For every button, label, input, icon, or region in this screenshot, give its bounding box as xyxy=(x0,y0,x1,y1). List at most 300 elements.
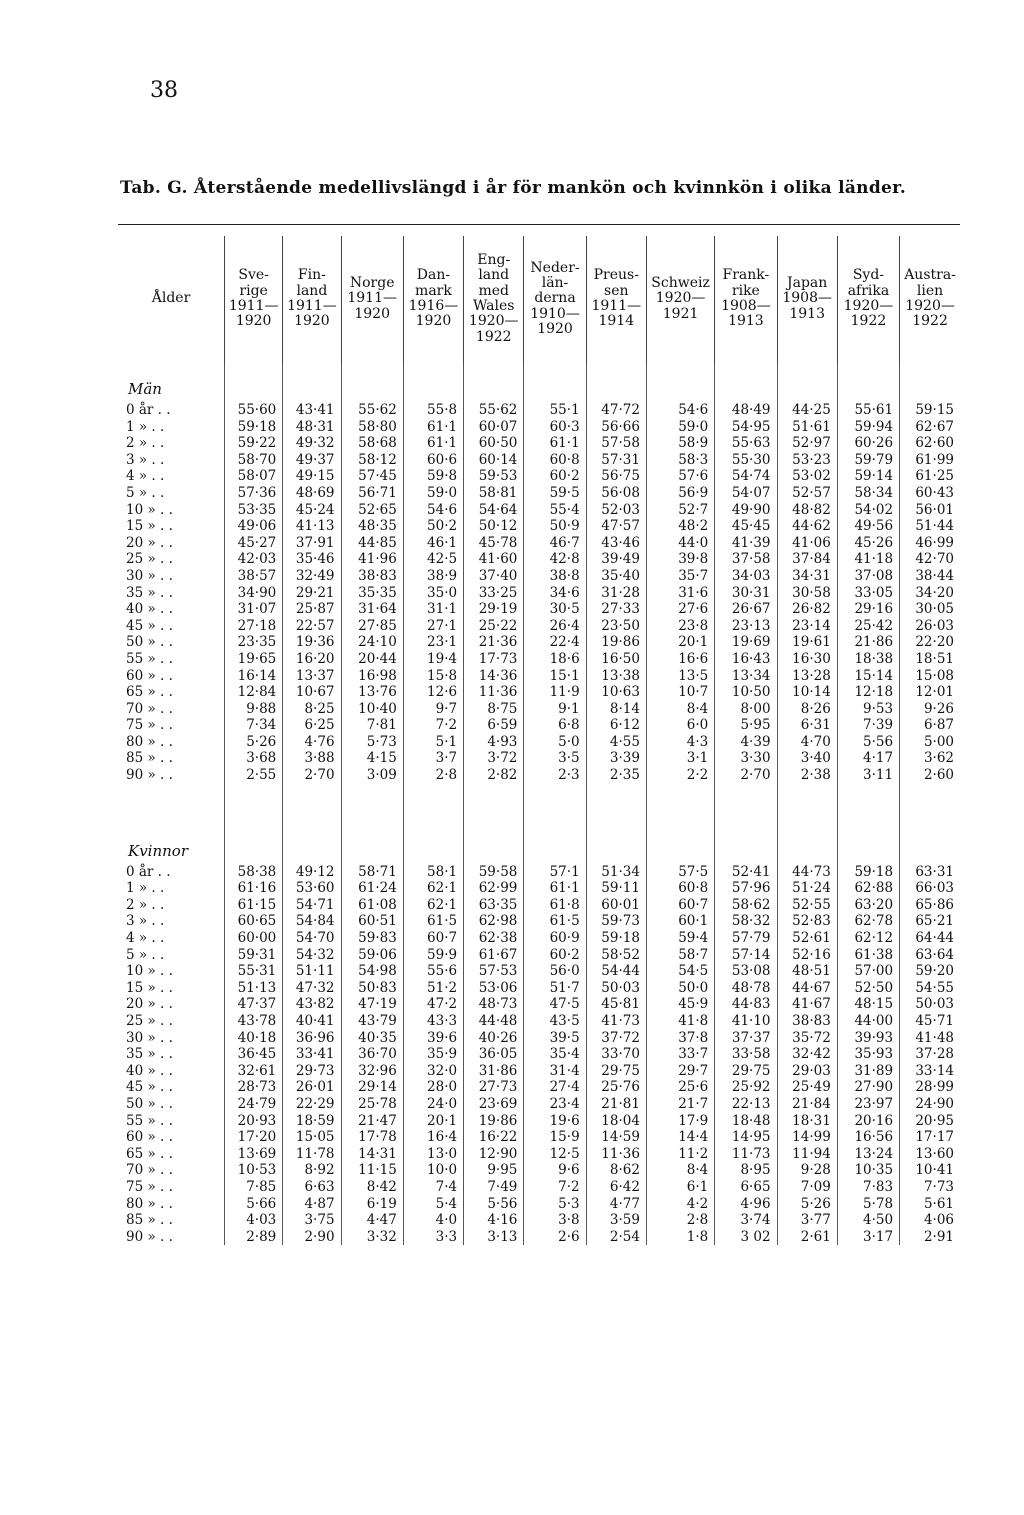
value-cell: 13·69 xyxy=(225,1146,283,1163)
value-cell: 4·17 xyxy=(837,750,899,767)
value-cell: 41·73 xyxy=(586,1013,646,1030)
value-cell: 58·34 xyxy=(837,485,899,502)
value-cell: 54·07 xyxy=(715,485,777,502)
value-cell: 17·17 xyxy=(900,1129,960,1146)
value-cell: 31·1 xyxy=(403,601,463,618)
empty-cell xyxy=(777,784,837,824)
value-cell: 27·6 xyxy=(646,601,714,618)
value-cell: 60·7 xyxy=(646,897,714,914)
value-cell: 9·95 xyxy=(464,1162,524,1179)
value-cell: 41·96 xyxy=(341,551,403,568)
header-line: 1908— xyxy=(782,290,832,307)
table-row xyxy=(118,734,960,751)
value-cell: 10·40 xyxy=(341,701,403,718)
value-cell: 4·47 xyxy=(341,1212,403,1229)
header-line: Norge xyxy=(349,274,395,291)
empty-cell xyxy=(341,784,403,824)
value-cell: 3·40 xyxy=(777,750,837,767)
value-cell: 27·90 xyxy=(837,1079,899,1096)
value-cell: 49·56 xyxy=(837,518,899,535)
value-cell: 47·19 xyxy=(341,996,403,1013)
value-cell: 6·42 xyxy=(586,1179,646,1196)
header-line: 1920 xyxy=(235,313,272,330)
value-cell: 16·20 xyxy=(283,651,341,668)
value-cell: 48·2 xyxy=(646,518,714,535)
value-cell: 21·86 xyxy=(837,634,899,651)
value-cell: 25·6 xyxy=(646,1079,714,1096)
value-cell: 49·32 xyxy=(283,435,341,452)
value-cell: 19·36 xyxy=(283,634,341,651)
header-country-5 xyxy=(464,236,524,362)
value-cell: 4·55 xyxy=(586,734,646,751)
value-cell: 1·8 xyxy=(646,1229,714,1246)
age-cell: 60 » . . xyxy=(126,1129,173,1146)
value-cell: 58·71 xyxy=(341,864,403,881)
value-cell: 48·82 xyxy=(777,502,837,519)
header-line: lien xyxy=(916,282,944,299)
value-cell: 20·1 xyxy=(403,1113,463,1130)
value-cell: 61·16 xyxy=(225,880,283,897)
value-cell: 58·70 xyxy=(225,452,283,469)
value-cell: 55·1 xyxy=(524,402,586,419)
header-country-4 xyxy=(403,236,463,362)
empty-cell xyxy=(777,362,837,402)
table-row xyxy=(118,452,960,469)
value-cell: 34·31 xyxy=(777,568,837,585)
value-cell: 48·73 xyxy=(464,996,524,1013)
value-cell: 5·1 xyxy=(403,734,463,751)
value-cell: 31·07 xyxy=(225,601,283,618)
empty-cell xyxy=(715,784,777,824)
value-cell: 27·1 xyxy=(403,618,463,635)
value-cell: 58·3 xyxy=(646,452,714,469)
value-cell: 57·1 xyxy=(524,864,586,881)
value-cell: 58·7 xyxy=(646,947,714,964)
value-cell: 8·00 xyxy=(715,701,777,718)
header-line: Neder- xyxy=(530,259,580,276)
empty-cell xyxy=(900,362,960,402)
value-cell: 27·18 xyxy=(225,618,283,635)
value-cell: 35·46 xyxy=(283,551,341,568)
value-cell: 57·45 xyxy=(341,468,403,485)
header-line: Dan- xyxy=(416,267,451,284)
header-country-11 xyxy=(837,236,899,362)
value-cell: 60·9 xyxy=(524,930,586,947)
header-line: 1911— xyxy=(287,298,337,314)
value-cell: 42·70 xyxy=(900,551,960,568)
value-cell: 26·03 xyxy=(900,618,960,635)
value-cell: 7·4 xyxy=(403,1179,463,1196)
value-cell: 33·70 xyxy=(586,1046,646,1063)
value-cell: 53·06 xyxy=(464,980,524,997)
value-cell: 23·50 xyxy=(586,618,646,635)
value-cell: 59·9 xyxy=(403,947,463,964)
value-cell: 3 02 xyxy=(715,1229,777,1246)
value-cell: 6·31 xyxy=(777,717,837,734)
header-country-1 xyxy=(225,236,283,362)
age-cell: 75 » . . xyxy=(126,1178,173,1195)
value-cell: 8·26 xyxy=(777,701,837,718)
value-cell: 6·19 xyxy=(341,1196,403,1213)
header-age xyxy=(118,236,225,362)
value-cell: 60·2 xyxy=(524,947,586,964)
value-cell: 30·5 xyxy=(524,601,586,618)
table-row xyxy=(118,502,960,519)
age-cell: 80 » . . xyxy=(126,1195,173,1212)
value-cell: 33·7 xyxy=(646,1046,714,1063)
value-cell: 44·00 xyxy=(837,1013,899,1030)
value-cell: 31·64 xyxy=(341,601,403,618)
age-cell: 4 » . . xyxy=(126,468,165,485)
value-cell: 8·4 xyxy=(646,701,714,718)
value-cell: 51·44 xyxy=(900,518,960,535)
value-cell: 61·38 xyxy=(837,947,899,964)
empty-cell xyxy=(403,784,463,824)
value-cell: 53·35 xyxy=(225,502,283,519)
value-cell: 13·76 xyxy=(341,684,403,701)
value-cell: 10·14 xyxy=(777,684,837,701)
value-cell: 65·86 xyxy=(900,897,960,914)
value-cell: 63·31 xyxy=(900,864,960,881)
value-cell: 19·4 xyxy=(403,651,463,668)
value-cell: 10·7 xyxy=(646,684,714,701)
value-cell: 4·70 xyxy=(777,734,837,751)
value-cell: 57·96 xyxy=(715,880,777,897)
value-cell: 10·50 xyxy=(715,684,777,701)
value-cell: 16·50 xyxy=(586,651,646,668)
value-cell: 62·1 xyxy=(403,897,463,914)
value-cell: 3·74 xyxy=(715,1212,777,1229)
value-cell: 4·15 xyxy=(341,750,403,767)
table-row xyxy=(118,568,960,585)
value-cell: 38·57 xyxy=(225,568,283,585)
value-cell: 19·86 xyxy=(586,634,646,651)
table-row xyxy=(118,485,960,502)
value-cell: 60·26 xyxy=(837,435,899,452)
header-line: afrika xyxy=(847,282,890,299)
value-cell: 32·61 xyxy=(225,1063,283,1080)
empty-cell xyxy=(586,362,646,402)
value-cell: 43·41 xyxy=(283,402,341,419)
value-cell: 60·01 xyxy=(586,897,646,914)
value-cell: 3·62 xyxy=(900,750,960,767)
header-line: med xyxy=(478,282,509,299)
header-line: Fin- xyxy=(297,267,326,284)
value-cell: 3·39 xyxy=(586,750,646,767)
age-cell: 2 » . . xyxy=(126,896,165,913)
value-cell: 60·3 xyxy=(524,419,586,436)
table-row xyxy=(118,651,960,668)
value-cell: 50·2 xyxy=(403,518,463,535)
value-cell: 44·83 xyxy=(715,996,777,1013)
value-cell: 40·18 xyxy=(225,1030,283,1047)
value-cell: 3·09 xyxy=(341,767,403,784)
value-cell: 35·93 xyxy=(837,1046,899,1063)
value-cell: 29·14 xyxy=(341,1079,403,1096)
value-cell: 13·0 xyxy=(403,1146,463,1163)
value-cell: 39·6 xyxy=(403,1030,463,1047)
value-cell: 4·16 xyxy=(464,1212,524,1229)
value-cell: 34·6 xyxy=(524,585,586,602)
value-cell: 3·72 xyxy=(464,750,524,767)
value-cell: 61·1 xyxy=(524,435,586,452)
value-cell: 59·22 xyxy=(225,435,283,452)
value-cell: 58·07 xyxy=(225,468,283,485)
value-cell: 56·75 xyxy=(586,468,646,485)
value-cell: 34·20 xyxy=(900,585,960,602)
header-line: 1914 xyxy=(598,313,635,330)
value-cell: 35·35 xyxy=(341,585,403,602)
value-cell: 31·6 xyxy=(646,585,714,602)
header-line: 1922 xyxy=(850,313,887,330)
header-line: Japan xyxy=(787,274,828,291)
value-cell: 4·76 xyxy=(283,734,341,751)
header-line: 1921 xyxy=(662,305,699,322)
table-row xyxy=(118,1196,960,1213)
value-cell: 12·18 xyxy=(837,684,899,701)
value-cell: 29·03 xyxy=(777,1063,837,1080)
value-cell: 62·88 xyxy=(837,880,899,897)
value-cell: 54·6 xyxy=(646,402,714,419)
value-cell: 48·78 xyxy=(715,980,777,997)
value-cell: 42·8 xyxy=(524,551,586,568)
value-cell: 37·91 xyxy=(283,535,341,552)
value-cell: 61·5 xyxy=(403,913,463,930)
value-cell: 26·4 xyxy=(524,618,586,635)
value-cell: 6·87 xyxy=(900,717,960,734)
value-cell: 12·90 xyxy=(464,1146,524,1163)
value-cell: 26·67 xyxy=(715,601,777,618)
value-cell: 6·1 xyxy=(646,1179,714,1196)
value-cell: 2·8 xyxy=(646,1212,714,1229)
value-cell: 52·61 xyxy=(777,930,837,947)
table-row xyxy=(118,897,960,914)
value-cell: 57·53 xyxy=(464,963,524,980)
value-cell: 37·72 xyxy=(586,1030,646,1047)
value-cell: 11·36 xyxy=(586,1146,646,1163)
value-cell: 36·70 xyxy=(341,1046,403,1063)
value-cell: 57·58 xyxy=(586,435,646,452)
value-cell: 53·02 xyxy=(777,468,837,485)
value-cell: 20·16 xyxy=(837,1113,899,1130)
value-cell: 13·38 xyxy=(586,668,646,685)
value-cell: 48·49 xyxy=(715,402,777,419)
value-cell: 32·96 xyxy=(341,1063,403,1080)
value-cell: 20·44 xyxy=(341,651,403,668)
empty-cell xyxy=(464,362,524,402)
empty-cell xyxy=(715,824,777,864)
value-cell: 39·5 xyxy=(524,1030,586,1047)
value-cell: 13·37 xyxy=(283,668,341,685)
value-cell: 2·38 xyxy=(777,767,837,784)
value-cell: 17·20 xyxy=(225,1129,283,1146)
empty-cell xyxy=(225,362,283,402)
value-cell: 43·78 xyxy=(225,1013,283,1030)
value-cell: 60·1 xyxy=(646,913,714,930)
value-cell: 2·8 xyxy=(403,767,463,784)
value-cell: 5·61 xyxy=(900,1196,960,1213)
value-cell: 60·7 xyxy=(403,930,463,947)
value-cell: 57·00 xyxy=(837,963,899,980)
value-cell: 61·15 xyxy=(225,897,283,914)
value-cell: 59·58 xyxy=(464,864,524,881)
value-cell: 53·08 xyxy=(715,963,777,980)
table-row xyxy=(118,913,960,930)
value-cell: 60·43 xyxy=(900,485,960,502)
age-cell: 85 » . . xyxy=(126,1212,173,1229)
empty-cell xyxy=(341,362,403,402)
empty-cell xyxy=(586,784,646,824)
value-cell: 33·41 xyxy=(283,1046,341,1063)
value-cell: 60·65 xyxy=(225,913,283,930)
age-cell: 35 » . . xyxy=(126,584,173,601)
age-cell: 25 » . . xyxy=(126,1013,173,1029)
value-cell: 29·75 xyxy=(586,1063,646,1080)
value-cell: 57·79 xyxy=(715,930,777,947)
value-cell: 6·63 xyxy=(283,1179,341,1196)
value-cell: 13·24 xyxy=(837,1146,899,1163)
value-cell: 11·9 xyxy=(524,684,586,701)
value-cell: 31·86 xyxy=(464,1063,524,1080)
age-cell: 2 » . . xyxy=(126,435,165,452)
value-cell: 21·7 xyxy=(646,1096,714,1113)
table-row xyxy=(118,996,960,1013)
value-cell: 5·00 xyxy=(900,734,960,751)
value-cell: 13·34 xyxy=(715,668,777,685)
value-cell: 61·8 xyxy=(524,897,586,914)
value-cell: 25·49 xyxy=(777,1079,837,1096)
value-cell: 21·47 xyxy=(341,1113,403,1130)
table-row xyxy=(118,701,960,718)
value-cell: 43·5 xyxy=(524,1013,586,1030)
age-cell: 20 » . . xyxy=(126,996,173,1013)
value-cell: 41·13 xyxy=(283,518,341,535)
value-cell: 2·54 xyxy=(586,1229,646,1246)
header-line: Eng- xyxy=(477,251,511,268)
value-cell: 60·8 xyxy=(524,452,586,469)
table-row xyxy=(118,618,960,635)
value-cell: 27·4 xyxy=(524,1079,586,1096)
value-cell: 29·16 xyxy=(837,601,899,618)
header-line: 1910— xyxy=(530,305,580,322)
value-cell: 44·62 xyxy=(777,518,837,535)
value-cell: 55·31 xyxy=(225,963,283,980)
value-cell: 61·25 xyxy=(900,468,960,485)
header-line: land xyxy=(478,267,510,284)
value-cell: 7·83 xyxy=(837,1179,899,1196)
value-cell: 37·84 xyxy=(777,551,837,568)
value-cell: 50·83 xyxy=(341,980,403,997)
value-cell: 4·03 xyxy=(225,1212,283,1229)
value-cell: 25·76 xyxy=(586,1079,646,1096)
table-row xyxy=(118,864,960,881)
value-cell: 56·66 xyxy=(586,419,646,436)
value-cell: 20·95 xyxy=(900,1113,960,1130)
value-cell: 20·93 xyxy=(225,1113,283,1130)
value-cell: 11·2 xyxy=(646,1146,714,1163)
header-line: 1911— xyxy=(591,298,642,314)
value-cell: 32·49 xyxy=(283,568,341,585)
table-row xyxy=(118,468,960,485)
value-cell: 2·3 xyxy=(524,767,586,784)
value-cell: 37·08 xyxy=(837,568,899,585)
value-cell: 53·23 xyxy=(777,452,837,469)
value-cell: 18·31 xyxy=(777,1113,837,1130)
value-cell: 16·43 xyxy=(715,651,777,668)
value-cell: 59·0 xyxy=(646,419,714,436)
value-cell: 44·85 xyxy=(341,535,403,552)
value-cell: 11·73 xyxy=(715,1146,777,1163)
value-cell: 49·90 xyxy=(715,502,777,519)
value-cell: 44·67 xyxy=(777,980,837,997)
value-cell: 61·1 xyxy=(524,880,586,897)
value-cell: 58·1 xyxy=(403,864,463,881)
age-cell: 3 » . . xyxy=(126,913,165,930)
value-cell: 57·14 xyxy=(715,947,777,964)
value-cell: 3·5 xyxy=(524,750,586,767)
table-row xyxy=(118,585,960,602)
value-cell: 10·63 xyxy=(586,684,646,701)
value-cell: 45·45 xyxy=(715,518,777,535)
value-cell: 37·8 xyxy=(646,1030,714,1047)
table-row xyxy=(118,880,960,897)
value-cell: 41·18 xyxy=(837,551,899,568)
value-cell: 59·18 xyxy=(225,419,283,436)
value-cell: 9·53 xyxy=(837,701,899,718)
value-cell: 19·61 xyxy=(777,634,837,651)
value-cell: 50·0 xyxy=(646,980,714,997)
value-cell: 4·0 xyxy=(403,1212,463,1229)
header-line: Wales xyxy=(473,298,515,314)
value-cell: 65·21 xyxy=(900,913,960,930)
empty-cell xyxy=(403,824,463,864)
value-cell: 17·78 xyxy=(341,1129,403,1146)
value-cell: 59·8 xyxy=(403,468,463,485)
value-cell: 59·94 xyxy=(837,419,899,436)
age-cell: 80 » . . xyxy=(126,733,173,750)
age-cell: 45 » . . xyxy=(126,1079,173,1096)
header-line: 1920 xyxy=(354,305,390,322)
empty-cell xyxy=(837,362,899,402)
table-row xyxy=(118,601,960,618)
value-cell: 33·25 xyxy=(464,585,524,602)
value-cell: 9·26 xyxy=(900,701,960,718)
value-cell: 35·40 xyxy=(586,568,646,585)
empty-cell xyxy=(464,784,524,824)
value-cell: 39·49 xyxy=(586,551,646,568)
value-cell: 27·33 xyxy=(586,601,646,618)
value-cell: 3·68 xyxy=(225,750,283,767)
value-cell: 6·8 xyxy=(524,717,586,734)
age-cell: 40 » . . xyxy=(126,601,173,618)
value-cell: 55·8 xyxy=(403,402,463,419)
value-cell: 35·0 xyxy=(403,585,463,602)
value-cell: 5·4 xyxy=(403,1196,463,1213)
empty-cell xyxy=(900,824,960,864)
value-cell: 35·9 xyxy=(403,1046,463,1063)
value-cell: 8·95 xyxy=(715,1162,777,1179)
page-number: 38 xyxy=(150,78,178,103)
value-cell: 27·73 xyxy=(464,1079,524,1096)
value-cell: 57·31 xyxy=(586,452,646,469)
value-cell: 18·51 xyxy=(900,651,960,668)
header-country-10 xyxy=(777,236,837,362)
header-row xyxy=(118,236,960,362)
value-cell: 47·32 xyxy=(283,980,341,997)
value-cell: 7·39 xyxy=(837,717,899,734)
value-cell: 7·85 xyxy=(225,1179,283,1196)
value-cell: 3·8 xyxy=(524,1212,586,1229)
